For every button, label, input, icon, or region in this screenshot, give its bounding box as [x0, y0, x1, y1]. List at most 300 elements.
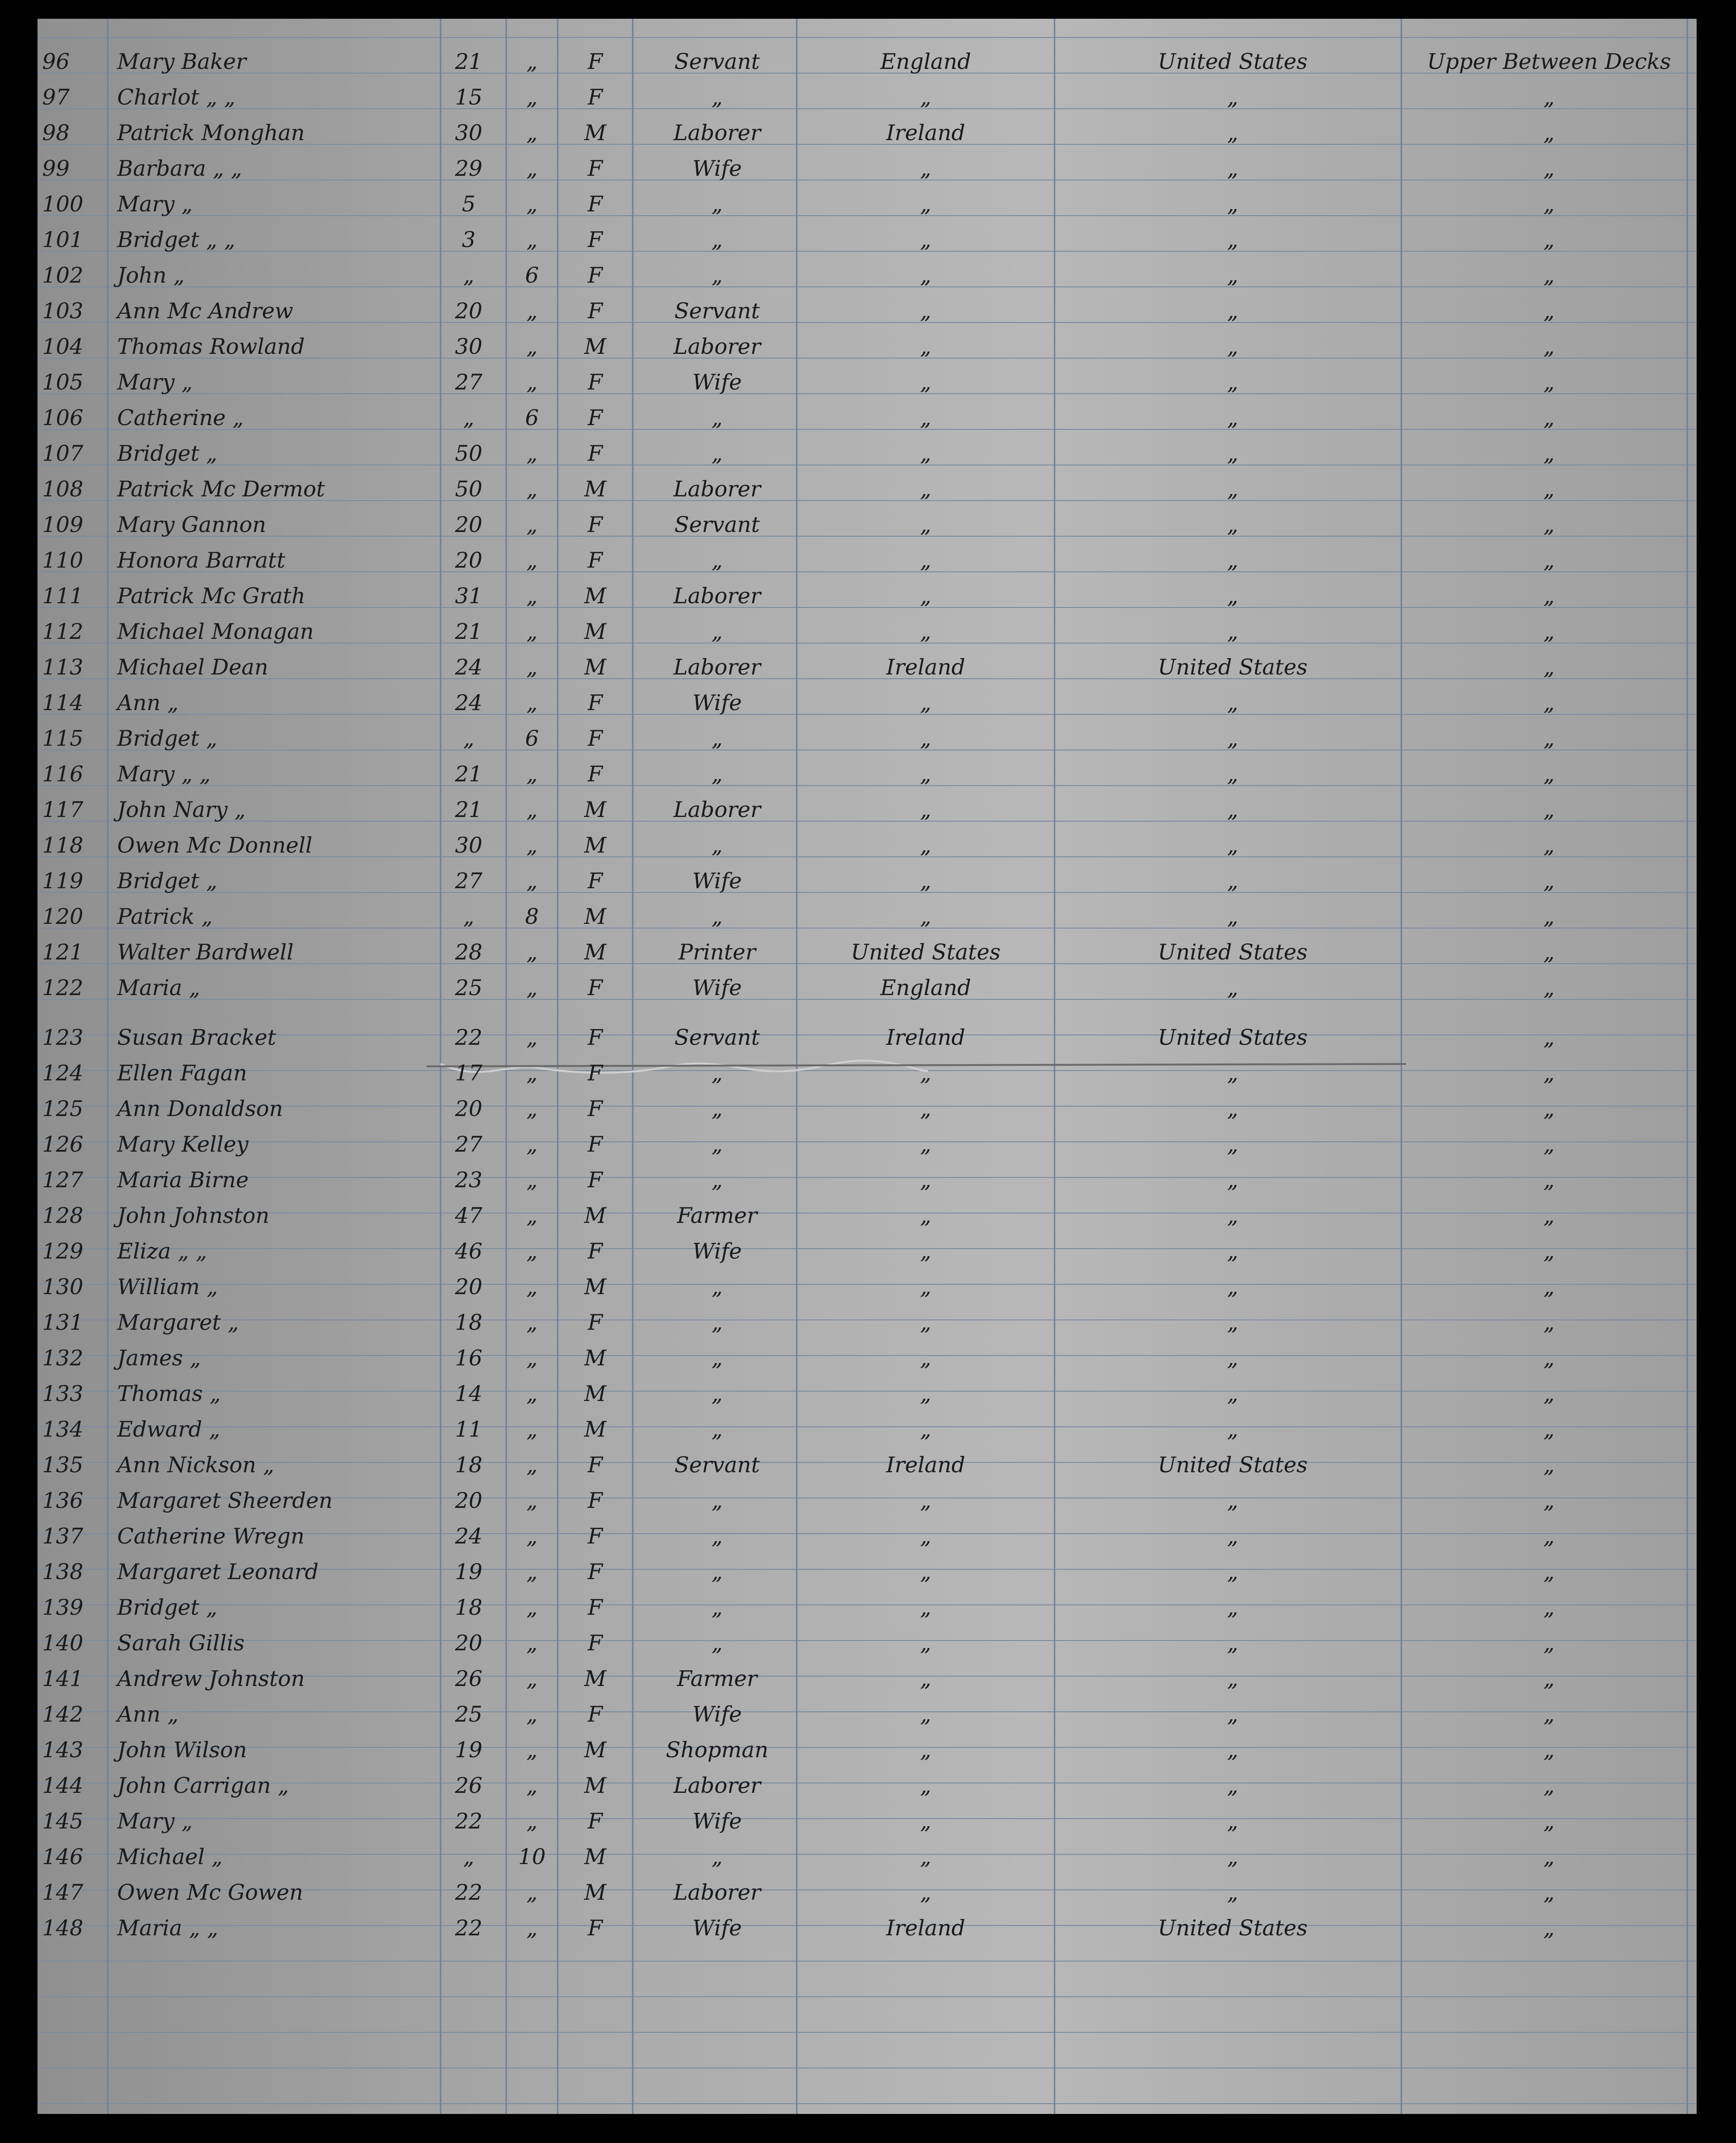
table-row	[37, 154, 1697, 189]
passenger-name: Edward „	[117, 1416, 220, 1442]
table-row	[37, 795, 1697, 831]
country-from: United States	[851, 939, 1001, 965]
age-months: 6	[525, 405, 539, 430]
country-to: „	[1227, 1737, 1238, 1762]
age-months: 10	[518, 1844, 546, 1869]
occupation: „	[711, 84, 723, 110]
country-to: United States	[1158, 49, 1308, 74]
passenger-name: Ellen Fagan	[117, 1060, 247, 1086]
occupation: Laborer	[673, 120, 761, 145]
age-months: „	[526, 1595, 538, 1620]
country-to: „	[1227, 1381, 1238, 1406]
country-from: „	[920, 1060, 931, 1086]
country-from: „	[920, 1523, 931, 1549]
occupation: „	[711, 1559, 723, 1584]
country-from: „	[920, 547, 931, 573]
sex: F	[588, 512, 603, 537]
sex: M	[584, 334, 606, 359]
location-on-vessel: „	[1543, 1167, 1555, 1192]
table-row	[37, 1058, 1697, 1094]
occupation: Wife	[692, 975, 742, 1000]
location-on-vessel: „	[1543, 1381, 1555, 1406]
passenger-name: Honora Barratt	[117, 547, 285, 573]
entry-number: 112	[42, 619, 83, 644]
entry-number: 142	[42, 1701, 83, 1727]
age-years: 46	[455, 1238, 483, 1264]
age-years: 5	[462, 191, 476, 217]
entry-number: 143	[42, 1737, 83, 1762]
entry-number: 108	[42, 476, 83, 502]
country-to: „	[1227, 1131, 1238, 1157]
entry-number: 111	[42, 583, 83, 608]
location-on-vessel: „	[1543, 1238, 1555, 1264]
country-to: „	[1227, 868, 1238, 893]
age-months: „	[526, 512, 538, 537]
passenger-name: Thomas „	[117, 1381, 221, 1406]
entry-number: 99	[42, 156, 70, 181]
occupation: Wife	[692, 369, 742, 395]
occupation: „	[711, 547, 723, 573]
table-row	[37, 1664, 1697, 1700]
age-months: 8	[525, 904, 539, 929]
country-from: Ireland	[886, 120, 965, 145]
sex: M	[584, 904, 606, 929]
passenger-name: Ann Nickson „	[117, 1452, 275, 1477]
age-years: 26	[455, 1666, 483, 1691]
sex: F	[588, 191, 603, 217]
occupation: Wife	[692, 156, 742, 181]
entry-number: 101	[42, 227, 83, 252]
location-on-vessel: „	[1543, 1310, 1555, 1335]
sex: M	[584, 583, 606, 608]
age-years: „	[463, 405, 474, 430]
occupation: „	[711, 904, 723, 929]
occupation: Laborer	[673, 1773, 761, 1798]
entry-number: 148	[42, 1915, 83, 1941]
age-years: „	[463, 262, 474, 288]
passenger-name: John Johnston	[117, 1203, 269, 1228]
age-years: 20	[455, 547, 483, 573]
country-from: „	[920, 761, 931, 787]
country-to: „	[1227, 262, 1238, 288]
table-row	[37, 1486, 1697, 1521]
occupation: „	[711, 1381, 723, 1406]
age-months: „	[526, 1203, 538, 1228]
entry-number: 128	[42, 1203, 83, 1228]
country-from: „	[920, 1666, 931, 1691]
occupation: „	[711, 1167, 723, 1192]
table-row	[37, 474, 1697, 510]
country-to: „	[1227, 1808, 1238, 1834]
occupation: „	[711, 832, 723, 858]
age-months: „	[526, 1808, 538, 1834]
age-years: 27	[455, 369, 483, 395]
age-months: „	[526, 1131, 538, 1157]
country-to: „	[1227, 1203, 1238, 1228]
age-months: „	[526, 547, 538, 573]
country-from: „	[920, 227, 931, 252]
age-years: „	[463, 904, 474, 929]
country-to: „	[1227, 1488, 1238, 1513]
entry-number: 106	[42, 405, 83, 430]
entry-number: 100	[42, 191, 83, 217]
location-on-vessel: „	[1543, 583, 1555, 608]
sex: F	[588, 1238, 603, 1264]
location-on-vessel: „	[1543, 1345, 1555, 1371]
age-years: „	[463, 726, 474, 751]
age-years: „	[463, 1844, 474, 1869]
country-to: „	[1227, 334, 1238, 359]
age-years: 20	[455, 1488, 483, 1513]
country-from: „	[920, 441, 931, 466]
country-to: „	[1227, 1880, 1238, 1905]
age-years: 17	[455, 1060, 483, 1086]
location-on-vessel: „	[1543, 1915, 1555, 1941]
entry-number: 127	[42, 1167, 83, 1192]
table-row	[37, 1236, 1697, 1272]
passenger-name: Margaret „	[117, 1310, 239, 1335]
country-to: „	[1227, 547, 1238, 573]
age-years: 22	[455, 1880, 483, 1905]
table-row	[37, 225, 1697, 261]
entry-number: 98	[42, 120, 70, 145]
country-to: United States	[1158, 1025, 1308, 1050]
passenger-name: Patrick „	[117, 904, 213, 929]
age-months: „	[526, 1737, 538, 1762]
country-to: „	[1227, 441, 1238, 466]
occupation: „	[711, 1060, 723, 1086]
table-row	[37, 1878, 1697, 1913]
country-from: „	[920, 405, 931, 430]
table-row	[37, 1094, 1697, 1130]
table-row	[37, 1842, 1697, 1878]
occupation: „	[711, 1345, 723, 1371]
sex: F	[588, 761, 603, 787]
location-on-vessel: „	[1543, 1737, 1555, 1762]
age-years: 18	[455, 1595, 483, 1620]
country-to: „	[1227, 120, 1238, 145]
country-to: „	[1227, 1630, 1238, 1656]
occupation: „	[711, 262, 723, 288]
location-on-vessel: „	[1543, 1773, 1555, 1798]
entry-number: 140	[42, 1630, 83, 1656]
table-row	[37, 439, 1697, 474]
occupation: Wife	[692, 1808, 742, 1834]
country-to: United States	[1158, 939, 1308, 965]
age-months: „	[526, 1915, 538, 1941]
country-from: „	[920, 1844, 931, 1869]
age-months: „	[526, 1880, 538, 1905]
country-from: „	[920, 1238, 931, 1264]
entry-number: 120	[42, 904, 83, 929]
passenger-name: John „	[117, 262, 185, 288]
entry-number: 103	[42, 298, 83, 323]
table-row	[37, 1308, 1697, 1343]
country-from: „	[920, 690, 931, 715]
location-on-vessel: „	[1543, 1274, 1555, 1299]
table-row	[37, 82, 1697, 118]
passenger-name: Patrick Mc Grath	[117, 583, 306, 608]
country-to: „	[1227, 84, 1238, 110]
sex: M	[584, 1274, 606, 1299]
age-years: 21	[455, 761, 483, 787]
sex: F	[588, 1808, 603, 1834]
country-from: „	[920, 1416, 931, 1442]
country-from: „	[920, 904, 931, 929]
location-on-vessel: „	[1543, 1595, 1555, 1620]
sex: F	[588, 1630, 603, 1656]
country-from: „	[920, 1274, 931, 1299]
age-years: 21	[455, 619, 483, 644]
sex: M	[584, 1773, 606, 1798]
country-from: „	[920, 583, 931, 608]
age-months: „	[526, 1381, 538, 1406]
sex: F	[588, 441, 603, 466]
entry-number: 124	[42, 1060, 83, 1086]
country-to: „	[1227, 583, 1238, 608]
sex: F	[588, 84, 603, 110]
sex: M	[584, 1381, 606, 1406]
table-row	[37, 510, 1697, 546]
country-to: „	[1227, 1310, 1238, 1335]
passenger-name: Owen Mc Gowen	[117, 1880, 303, 1905]
country-from: „	[920, 334, 931, 359]
age-years: 20	[455, 1096, 483, 1121]
passenger-name: John Wilson	[117, 1737, 247, 1762]
passenger-name: Susan Bracket	[117, 1025, 276, 1050]
occupation: Servant	[674, 49, 760, 74]
age-years: 21	[455, 797, 483, 822]
passenger-name: Ann „	[117, 690, 179, 715]
age-years: 24	[455, 690, 483, 715]
location-on-vessel: „	[1543, 619, 1555, 644]
sex: F	[588, 1096, 603, 1121]
country-to: „	[1227, 156, 1238, 181]
sex: F	[588, 1701, 603, 1727]
age-years: 20	[455, 298, 483, 323]
country-from: Ireland	[886, 1915, 965, 1941]
entry-number: 136	[42, 1488, 83, 1513]
age-years: 29	[455, 156, 483, 181]
age-months: „	[526, 1238, 538, 1264]
country-to: „	[1227, 405, 1238, 430]
location-on-vessel: „	[1543, 1060, 1555, 1086]
entry-number: 116	[42, 761, 83, 787]
passenger-name: Mary Baker	[117, 49, 247, 74]
country-from: „	[920, 619, 931, 644]
location-on-vessel: „	[1543, 1808, 1555, 1834]
age-years: 30	[455, 120, 483, 145]
sex: M	[584, 654, 606, 680]
country-to: „	[1227, 1844, 1238, 1869]
passenger-name: Owen Mc Donnell	[117, 832, 313, 858]
occupation: „	[711, 761, 723, 787]
passenger-name: Maria „	[117, 975, 201, 1000]
table-row	[37, 688, 1697, 724]
age-months: „	[526, 476, 538, 502]
occupation: Laborer	[673, 1880, 761, 1905]
occupation: Servant	[674, 1025, 760, 1050]
age-years: 18	[455, 1310, 483, 1335]
entry-number: 110	[42, 547, 83, 573]
country-from: „	[920, 1630, 931, 1656]
country-from: „	[920, 369, 931, 395]
country-from: „	[920, 1737, 931, 1762]
occupation: Shopman	[666, 1737, 769, 1762]
location-on-vessel: „	[1543, 1844, 1555, 1869]
entry-number: 145	[42, 1808, 83, 1834]
age-months: „	[526, 441, 538, 466]
country-from: „	[920, 1880, 931, 1905]
manifest-rows	[37, 19, 1697, 2114]
age-months: „	[526, 191, 538, 217]
passenger-name: Eliza „ „	[117, 1238, 207, 1264]
age-months: „	[526, 832, 538, 858]
country-to: „	[1227, 1523, 1238, 1549]
entry-number: 107	[42, 441, 83, 466]
sex: M	[584, 1666, 606, 1691]
entry-number: 130	[42, 1274, 83, 1299]
country-from: „	[920, 726, 931, 751]
occupation: „	[711, 1523, 723, 1549]
country-from: „	[920, 1701, 931, 1727]
country-to: „	[1227, 227, 1238, 252]
location-on-vessel: „	[1543, 1131, 1555, 1157]
country-to: „	[1227, 975, 1238, 1000]
entry-number: 125	[42, 1096, 83, 1121]
occupation: Printer	[678, 939, 756, 965]
occupation: „	[711, 726, 723, 751]
country-from: „	[920, 1131, 931, 1157]
occupation: Laborer	[673, 654, 761, 680]
entry-number: 146	[42, 1844, 83, 1869]
passenger-name: Mary „	[117, 1808, 193, 1834]
age-years: 18	[455, 1452, 483, 1477]
age-months: 6	[525, 726, 539, 751]
sex: F	[588, 1060, 603, 1086]
table-row	[37, 1165, 1697, 1201]
location-on-vessel: „	[1543, 1666, 1555, 1691]
country-from: „	[920, 868, 931, 893]
passenger-name: Patrick Monghan	[117, 120, 305, 145]
passenger-name: Catherine Wregn	[117, 1523, 305, 1549]
country-from: „	[920, 476, 931, 502]
age-years: 50	[455, 441, 483, 466]
age-months: „	[526, 583, 538, 608]
location-on-vessel: „	[1543, 369, 1555, 395]
country-from: „	[920, 1096, 931, 1121]
age-months: „	[526, 1167, 538, 1192]
country-from: „	[920, 1203, 931, 1228]
country-from: England	[880, 49, 971, 74]
country-to: „	[1227, 191, 1238, 217]
age-years: 16	[455, 1345, 483, 1371]
table-row	[37, 1379, 1697, 1415]
country-from: „	[920, 1310, 931, 1335]
age-years: 20	[455, 1630, 483, 1656]
country-from: „	[920, 1595, 931, 1620]
age-months: „	[526, 761, 538, 787]
table-row	[37, 581, 1697, 617]
location-on-vessel: „	[1543, 512, 1555, 537]
entry-number: 102	[42, 262, 83, 288]
passenger-name: Mary Gannon	[117, 512, 266, 537]
entry-number: 105	[42, 369, 83, 395]
age-months: „	[526, 690, 538, 715]
age-years: 22	[455, 1915, 483, 1941]
occupation: „	[711, 1096, 723, 1121]
age-years: 24	[455, 1523, 483, 1549]
age-months: „	[526, 1416, 538, 1442]
age-years: 47	[455, 1203, 483, 1228]
table-row	[37, 902, 1697, 937]
passenger-name: Margaret Leonard	[117, 1559, 319, 1584]
age-years: 50	[455, 476, 483, 502]
age-months: „	[526, 939, 538, 965]
occupation: Servant	[674, 512, 760, 537]
occupation: Farmer	[677, 1203, 757, 1228]
table-row	[37, 1343, 1697, 1379]
age-years: 24	[455, 654, 483, 680]
location-on-vessel: „	[1543, 84, 1555, 110]
occupation: „	[711, 1416, 723, 1442]
occupation: Laborer	[673, 797, 761, 822]
manifest-page	[37, 19, 1697, 2114]
passenger-name: Maria Birne	[117, 1167, 249, 1192]
passenger-name: Michael Monagan	[117, 619, 314, 644]
occupation: „	[711, 1310, 723, 1335]
age-months: „	[526, 1060, 538, 1086]
country-to: „	[1227, 1274, 1238, 1299]
passenger-name: Andrew Johnston	[117, 1666, 305, 1691]
passenger-name: Maria „ „	[117, 1915, 218, 1941]
occupation: Laborer	[673, 476, 761, 502]
table-row	[37, 1593, 1697, 1628]
location-on-vessel: „	[1543, 227, 1555, 252]
age-years: 20	[455, 512, 483, 537]
occupation: Servant	[674, 1452, 760, 1477]
location-on-vessel: „	[1543, 1523, 1555, 1549]
country-from: Ireland	[886, 1025, 965, 1050]
passenger-name: Walter Bardwell	[117, 939, 294, 965]
table-row	[37, 332, 1697, 367]
age-months: „	[526, 654, 538, 680]
age-years: 21	[455, 49, 483, 74]
age-months: „	[526, 369, 538, 395]
country-to: „	[1227, 1595, 1238, 1620]
entry-number: 147	[42, 1880, 83, 1905]
entry-number: 97	[42, 84, 70, 110]
table-row	[37, 1735, 1697, 1771]
country-from: Ireland	[886, 1452, 965, 1477]
country-from: „	[920, 1773, 931, 1798]
entry-number: 138	[42, 1559, 83, 1584]
country-to: „	[1227, 369, 1238, 395]
age-months: „	[526, 1025, 538, 1050]
location-on-vessel: „	[1543, 1559, 1555, 1584]
passenger-name: Sarah Gillis	[117, 1630, 245, 1656]
country-to: „	[1227, 690, 1238, 715]
sex: F	[588, 262, 603, 288]
table-row	[37, 831, 1697, 866]
occupation: Wife	[692, 1701, 742, 1727]
occupation: „	[711, 227, 723, 252]
location-on-vessel: „	[1543, 1416, 1555, 1442]
location-on-vessel: „	[1543, 1096, 1555, 1121]
country-to: „	[1227, 1666, 1238, 1691]
table-row	[37, 296, 1697, 332]
entry-number: 131	[42, 1310, 83, 1335]
